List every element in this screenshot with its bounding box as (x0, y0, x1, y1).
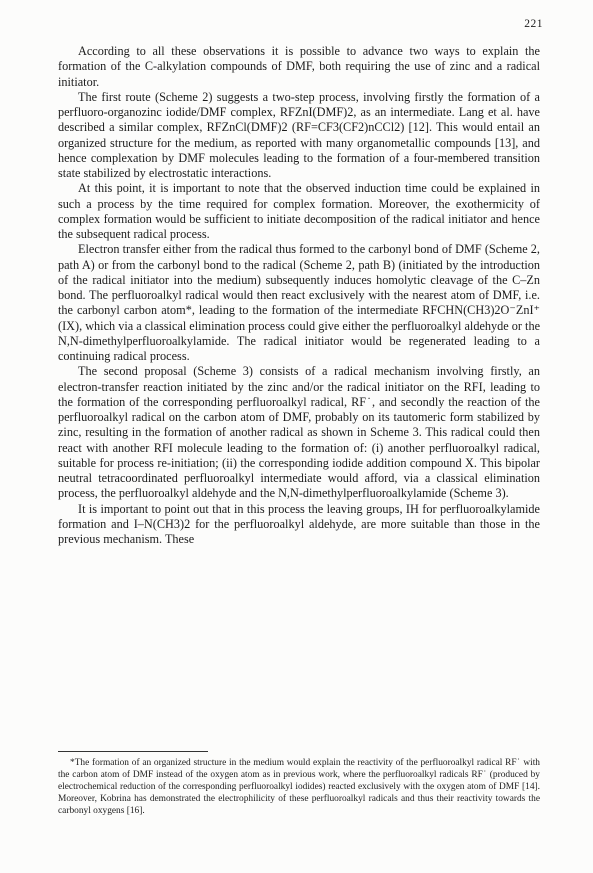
body-text (58, 44, 540, 547)
footnote-text: *The formation of an organized structure in the medium would explain the reactivity of the perfluoroalkyl radical RF˙ with the carbon atom of DMF instead of the oxygen atom as in previous work, where the perfluoroalkyl radicals RF˙ (produced by electrochemical reduction of the corresponding perfluoroalkyl iodides) reacted exclusively with the oxygen atom of DMF [14]. Moreover, Kobrina has demonstrated the electrophilicity of these perfluoroalkyl radicals and thus their reactivity towards the carbonyl oxygens [16]. (58, 758, 540, 816)
page-number: 221 (524, 18, 543, 30)
paragraph-3: At this point, it is important to note that the observed induction time could be explained in such a process by the time required for complex formation. Moreover, the exothermicity of complex formation would be sufficient to initiate decomposition of the radical initiator and hence the subsequent radical process. (58, 181, 540, 241)
paragraph-1: According to all these observations it is possible to advance two ways to explain the formation of the C-alkylation compounds of DMF, both requiring the use of zinc and a radical initiator. (58, 44, 540, 89)
paragraph-6: It is important to point out that in this process the leaving groups, IH for perfluoroalkylamide formation and I–N(CH3)2 for the perfluoroalkyl aldehyde, are more suitable than those in the previous mechanism. These (58, 501, 540, 546)
footnote (58, 757, 540, 817)
paragraph-2: The first route (Scheme 2) suggests a two-step process, involving firstly the formation of a perfluoro-organozinc iodide/DMF complex, RFZnI(DMF)2, as an intermediate. Lang et al. have described a similar complex, RFZnCl(DMF)2 (RF=CF3(CF2)nCCl2) [12]. This would entail an organized structure for the medium, as reported with many organometallic compounds [13], and hence complexation by DMF molecules leading to the formation of a four-membered transition state stabilized by electrostatic interactions. (58, 89, 540, 180)
paragraph-4: Electron transfer either from the radical thus formed to the carbonyl bond of DMF (Scheme 2, path A) or from the carbonyl bond to the radical (Scheme 2, path B) (initiated by the introduction of the radical initiator into the medium) subsequently induces homolytic cleavage of the C–Zn bond. The perfluoroalkyl radical would then react exclusively with the nearest atom of DMF, i.e. the carbonyl carbon atom*, leading to the formation of the intermediate RFCHN(CH3)2O⁻ZnI⁺ (IX), which via a classical elimination process could give either the perfluoroalkyl aldehyde or the N,N-dimethylperfluoroalkylamide. The radical initiator would be regenerated leading to a continuing radical process. (58, 242, 541, 363)
paragraph-5: The second proposal (Scheme 3) consists of a radical mechanism involving firstly, an electron-transfer reaction initiated by the zinc and/or the radical initiator on the RFI, leading to the formation of the corresponding perfluoroalkyl radical, RF˙, and secondly the reaction of the perfluoroalkyl radical on the carbon atom of DMF, probably on its tautomeric form stabilized by zinc, resulting in the formation of another radical as shown in Scheme 3. This radical could then react with another RFI molecule leading to the formation of: (i) another perfluoroalkyl radical, suitable for process re-initiation; (ii) the corresponding iodide addition compound X. This bipolar neutral tetracoordinated perfluoroalkyl intermediate would afford, via a classical elimination process, the perfluoroalkyl aldehyde and the N,N-dimethylperfluoroalkylamide (Scheme 3). (58, 364, 540, 501)
footnote-divider (58, 751, 208, 752)
